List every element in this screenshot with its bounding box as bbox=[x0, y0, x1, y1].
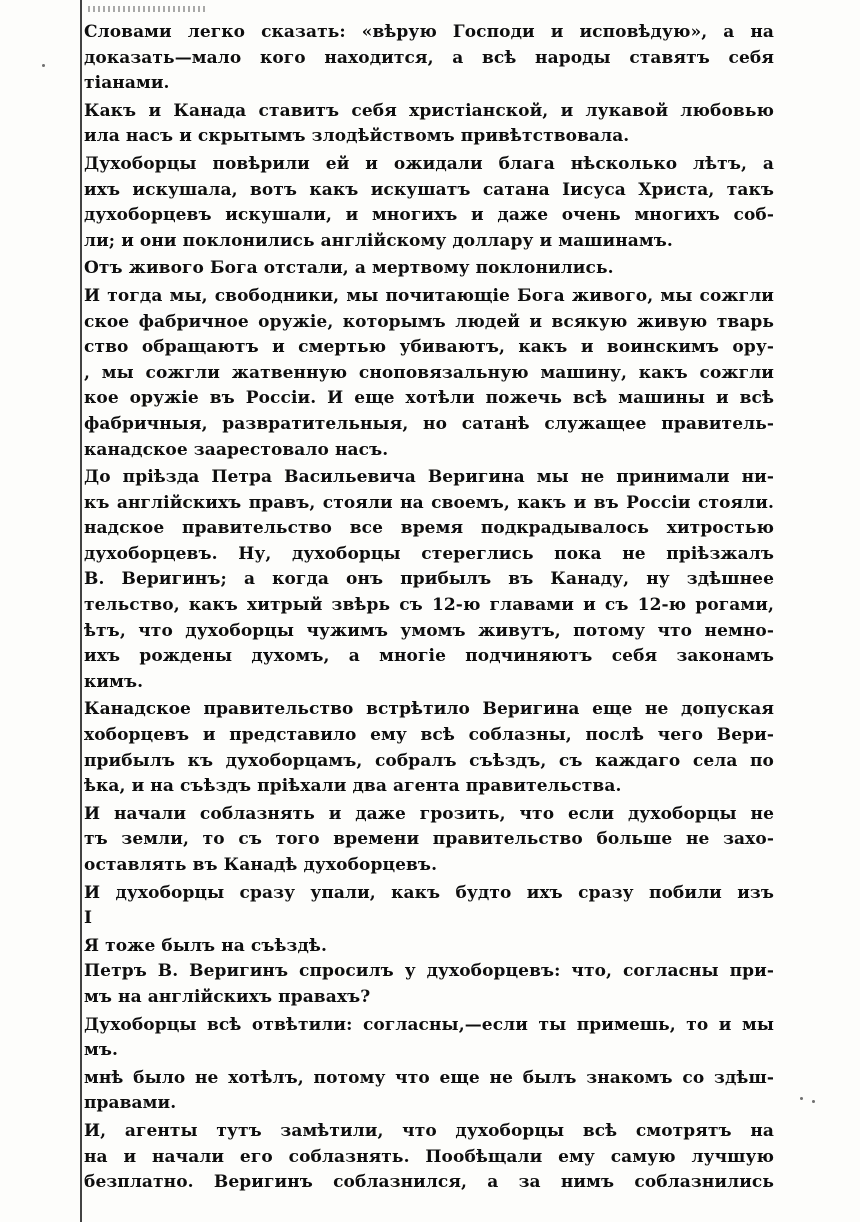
text-line: фабричныя, развратительныя, но сатанѣ служащее правитель- bbox=[84, 413, 774, 434]
text-line: Какъ и Канада ставитъ себя христіанской, и лукавой любовью bbox=[84, 100, 774, 121]
text-line: мнѣ было не хотѣлъ, потому что еще не былъ знакомъ со здѣш- bbox=[84, 1067, 774, 1088]
text-line: безплатно. Веригинъ соблазнился, а за нимъ соблазнились bbox=[84, 1172, 774, 1193]
text-line: оставлять въ Канадѣ духоборцевъ. bbox=[84, 855, 438, 875]
text-line: тельство, какъ хитрый звѣрь съ 12-ю главами и съ 12-ю рогами, bbox=[84, 595, 774, 616]
text-line: духоборцевъ. Ну, духоборцы стереглись пока не пріѣзжалъ bbox=[84, 543, 774, 564]
document-body bbox=[84, 20, 774, 1216]
text-line: канадское заарестовало насъ. bbox=[84, 439, 389, 460]
text-line: ѣка, и на съѣздъ пріѣхали два агента правительства. bbox=[84, 776, 622, 797]
text-line: ли; и они поклонились англійскому доллару и машинамъ. bbox=[84, 230, 673, 251]
page-binding-edge bbox=[80, 0, 82, 1222]
text-line: тъ земли, то съ того времени правительство больше не захо- bbox=[84, 829, 774, 850]
text-line: Отъ живого Бога отстали, а мертвому поклонились. bbox=[84, 258, 614, 279]
text-line: И, агенты тутъ замѣтили, что духоборцы всѣ смотрятъ на bbox=[84, 1120, 774, 1141]
text-line: Я тоже былъ на съѣздѣ. bbox=[84, 935, 327, 956]
text-line: кимъ. bbox=[84, 671, 144, 692]
text-line: правами. bbox=[84, 1093, 177, 1114]
text-line: мъ на англійскихъ правахъ? bbox=[84, 986, 371, 1007]
text-line: Канадское правительство встрѣтило Веригина еще не допуская bbox=[84, 699, 774, 720]
text-line: мъ. bbox=[84, 1040, 119, 1061]
text-line: Духоборцы всѣ отвѣтили: согласны,—если ты примешь, то и мы bbox=[84, 1014, 774, 1035]
text-line: ство обращаютъ и смертью убиваютъ, какъ и воинскимъ ору- bbox=[84, 337, 774, 358]
text-line: Словами легко сказать: «вѣрую Господи и исповѣдую», а на bbox=[84, 22, 774, 42]
text-line: , мы сожгли жатвенную сноповязальную машину, какъ сожгли bbox=[84, 362, 774, 383]
text-line: Петръ В. Веригинъ спросилъ у духоборцевъ: что, согласны при- bbox=[84, 961, 774, 982]
text-line: ѣтъ, что духоборцы чужимъ умомъ живутъ, потому что немно- bbox=[84, 620, 774, 641]
text-line: доказать—мало кого находится, а всѣ народы ставятъ себя bbox=[84, 47, 774, 68]
text-line: къ англійскихъ правъ, стояли на своемъ, какъ и въ Россіи стояли. bbox=[84, 492, 774, 513]
scan-speck bbox=[42, 64, 45, 67]
text-line: ихъ искушала, вотъ какъ искушатъ сатана Іисуса Христа, такъ bbox=[84, 179, 774, 200]
text-line: До пріѣзда Петра Васильевича Веригина мы не принимали ни- bbox=[84, 467, 774, 488]
text-line: духоборцевъ искушали, и многихъ и даже очень многихъ соб- bbox=[84, 205, 774, 226]
text-line: прибылъ къ духоборцамъ, собралъ съѣздъ, съ каждаго села по bbox=[84, 750, 774, 771]
scan-speck bbox=[812, 1100, 815, 1103]
scan-speck bbox=[800, 1097, 803, 1100]
text-line: хоборцевъ и представило ему всѣ соблазны, послѣ чего Вери- bbox=[84, 725, 774, 746]
text-line: надское правительство все время подкрадывалось хитростью bbox=[84, 518, 774, 539]
text-line: тіанами. bbox=[84, 73, 170, 94]
text-line: И духоборцы сразу упали, какъ будто ихъ сразу побили изъ bbox=[84, 882, 774, 903]
text-line: ихъ рождены духомъ, а многіе подчиняютъ себя законамъ bbox=[84, 646, 774, 667]
text-line: И тогда мы, свободники, мы почитающіе Бога живого, мы сожгли bbox=[84, 285, 774, 306]
text-line: кое оружіе въ Россіи. И еще хотѣли пожечь всѣ машины и всѣ bbox=[84, 388, 774, 409]
scan-noise-header bbox=[88, 6, 208, 12]
text-line: на и начали его соблазнять. Пообѣщали ему самую лучшую bbox=[84, 1146, 774, 1167]
text-line: І bbox=[84, 908, 93, 929]
text-line: И начали соблазнять и даже грозить, что если духоборцы не bbox=[84, 803, 774, 824]
text-line: ила насъ и скрытымъ злодѣйствомъ привѣтствовала. bbox=[84, 126, 630, 147]
text-line: Духоборцы повѣрили ей и ожидали блага нѣсколько лѣтъ, а bbox=[84, 153, 774, 174]
text-line: ское фабричное оружіе, которымъ людей и всякую живую тварь bbox=[84, 311, 774, 332]
text-line: В. Веригинъ; а когда онъ прибылъ въ Канаду, ну здѣшнее bbox=[84, 569, 774, 590]
